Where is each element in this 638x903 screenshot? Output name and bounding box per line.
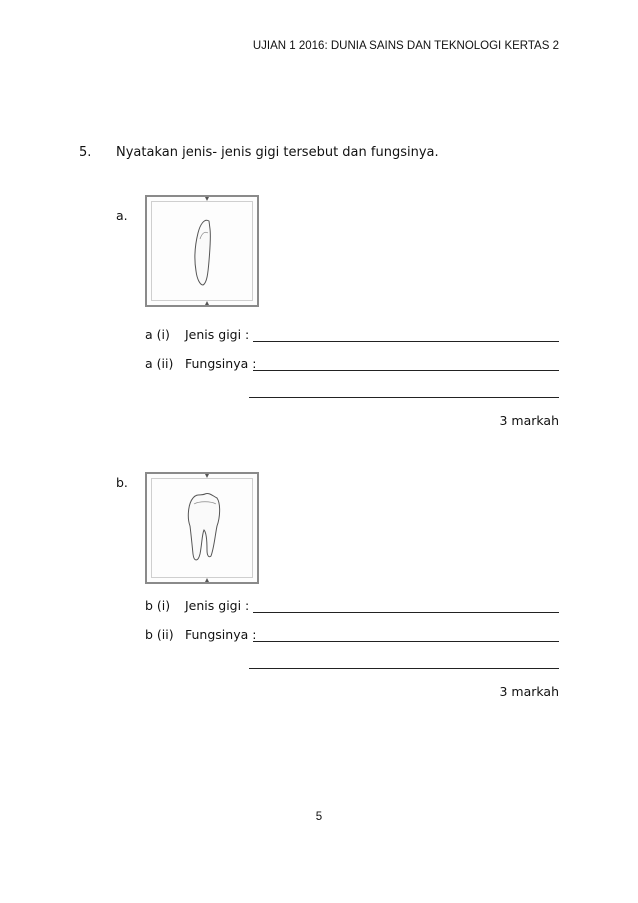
incisor-tooth-image bbox=[145, 195, 259, 307]
question-number: 5. bbox=[79, 145, 92, 160]
answer-row-b-ii bbox=[145, 627, 559, 647]
field-label: Fungsinya : bbox=[185, 627, 257, 642]
sub-label: a (i) bbox=[145, 327, 170, 342]
sub-label: b (i) bbox=[145, 598, 171, 613]
answer-line[interactable] bbox=[253, 641, 559, 642]
field-label: Jenis gigi : bbox=[185, 327, 250, 342]
answer-line[interactable] bbox=[253, 612, 559, 613]
field-label: Jenis gigi : bbox=[185, 598, 250, 613]
sub-label: b (ii) bbox=[145, 627, 174, 642]
answer-line-continued[interactable] bbox=[249, 668, 559, 669]
page-number: 5 bbox=[315, 811, 323, 823]
answer-row-a-i bbox=[145, 327, 559, 347]
incisor-tooth-icon bbox=[147, 197, 257, 305]
field-label: Fungsinya : bbox=[185, 356, 257, 371]
marks-a: 3 markah bbox=[499, 413, 559, 428]
answer-row-b-i bbox=[145, 598, 559, 618]
sub-label: a (ii) bbox=[145, 356, 174, 371]
marks-b: 3 markah bbox=[499, 684, 559, 699]
answer-line[interactable] bbox=[253, 341, 559, 342]
part-a-label: a. bbox=[116, 208, 128, 223]
answer-row-a-ii bbox=[145, 356, 559, 376]
question-text: Nyatakan jenis- jenis gigi tersebut dan fungsinya. bbox=[116, 145, 439, 160]
molar-tooth-image bbox=[145, 472, 259, 584]
answer-line[interactable] bbox=[253, 370, 559, 371]
molar-tooth-icon bbox=[147, 474, 257, 582]
part-b-label: b. bbox=[116, 475, 128, 490]
answer-line-continued[interactable] bbox=[249, 397, 559, 398]
page-header: UJIAN 1 2016: DUNIA SAINS DAN TEKNOLOGI KERTAS 2 bbox=[252, 40, 559, 52]
